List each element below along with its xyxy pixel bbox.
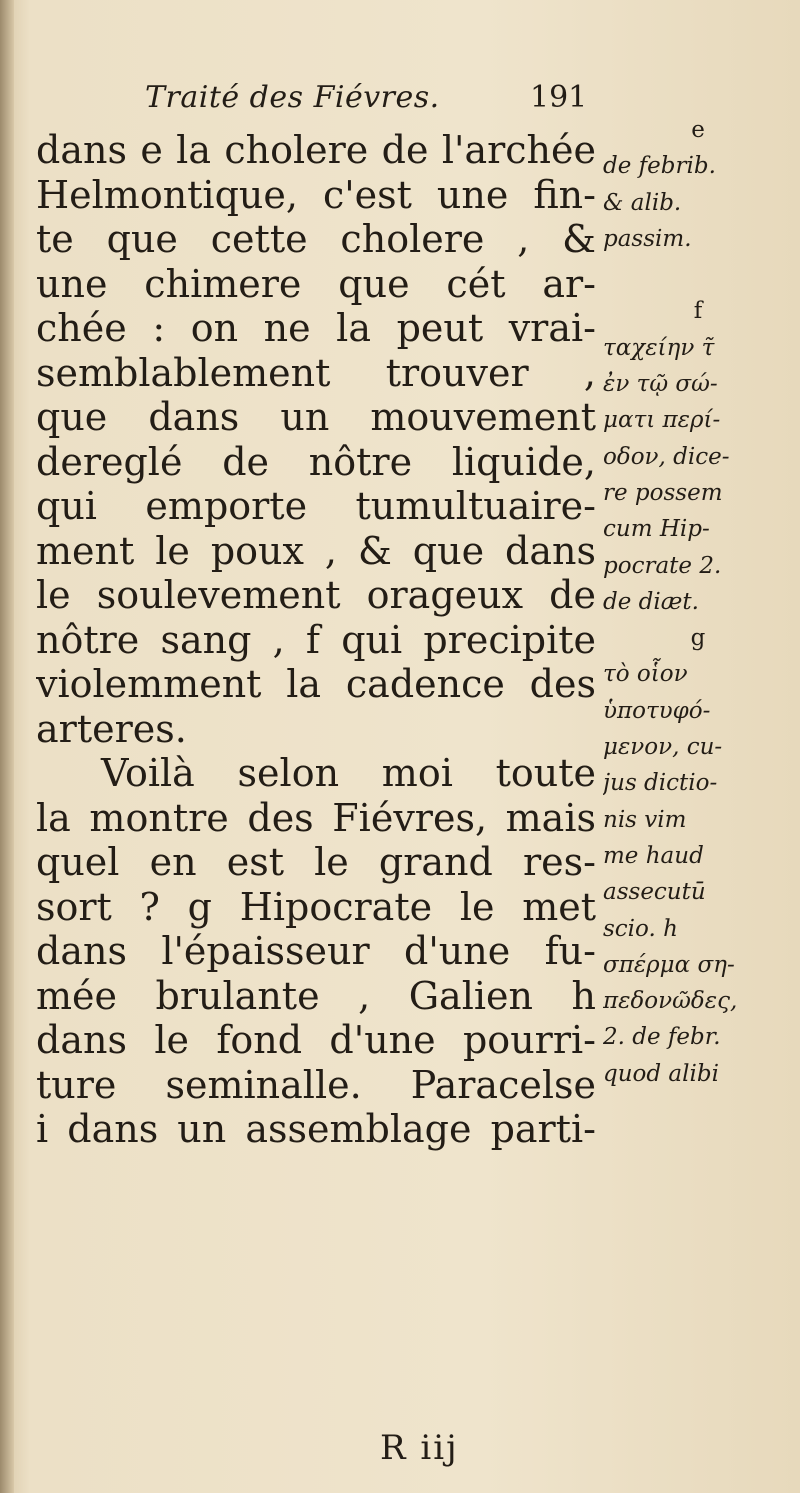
text-line: dans le fond d'une pourri- xyxy=(36,1018,596,1062)
text-line: te que cette cholere , & xyxy=(36,217,596,261)
text-line: que dans un mouvement xyxy=(36,395,596,439)
note-line: cum Hip- xyxy=(603,516,710,543)
note-line: ματι περί- xyxy=(603,407,721,434)
text-line: dans e la cholere de l'archée xyxy=(36,128,596,172)
note-line: quod alibi xyxy=(603,1060,719,1087)
note-line: 2. de febr. xyxy=(603,1024,721,1051)
note-line: σπέρμα ση- xyxy=(603,951,735,978)
note-line: ταχείην τ̃ xyxy=(603,334,715,361)
running-title: Traité des Fiévres. xyxy=(145,80,440,115)
note-line: assecutū xyxy=(603,879,706,906)
text-line: nôtre sang , f qui precipite xyxy=(36,617,596,662)
note-line: οδον, dice- xyxy=(603,443,730,470)
margin-notes xyxy=(603,112,793,1092)
note-line: scio. h xyxy=(603,915,678,942)
text-line: i dans un assemblage parti- xyxy=(36,1107,596,1151)
text-line: mée brulante , Galien h xyxy=(36,973,596,1018)
note-line: jus dictio- xyxy=(603,770,718,797)
text-line: le soulevement orageux de xyxy=(36,573,596,617)
text-line: chée : on ne la peut vrai- xyxy=(36,306,596,350)
text-line: quel en est le grand res- xyxy=(36,840,596,884)
note-line: de diæt. xyxy=(603,588,699,615)
text-line: dereglé de nôtre liquide, xyxy=(36,439,596,484)
note-line: & alib. xyxy=(603,189,682,216)
text-line: dans l'épaisseur d'une fu- xyxy=(36,929,596,973)
note-line: ἐν τῷ σώ- xyxy=(603,371,718,398)
main-text-column xyxy=(36,128,596,1152)
text-line: violemment la cadence des xyxy=(36,662,596,706)
note-line: re possem xyxy=(603,479,723,506)
note-line: ὑποτυφό- xyxy=(603,697,711,724)
note-line: nis vim xyxy=(603,806,687,833)
text-line: ment le poux , & que dans xyxy=(36,528,596,573)
signature-mark: R iij xyxy=(380,1428,459,1468)
page-number: 191 xyxy=(530,80,588,115)
note-marker: g xyxy=(690,625,706,652)
text-line-paragraph-start: Voilà selon moi toute xyxy=(101,751,596,795)
note-line: πεδονῶδες, xyxy=(603,988,738,1015)
text-line: Helmontique, c'est une fin- xyxy=(36,172,596,217)
text-line: la montre des Fiévres, mais xyxy=(36,795,596,840)
note-line: τὸ οἷον xyxy=(603,661,688,688)
text-line: semblablement trouver , xyxy=(36,350,596,395)
text-line: sort ? g Hipocrate le met xyxy=(36,884,596,929)
note-marker: e xyxy=(691,117,705,143)
note-marker: f xyxy=(693,298,703,325)
text-line: arteres. xyxy=(36,706,187,751)
note-line: de febrib. xyxy=(603,153,716,180)
text-line: ture seminalle. Paracelse xyxy=(36,1062,596,1107)
page-gutter-shadow xyxy=(0,0,14,1493)
note-line: μενον, cu- xyxy=(603,734,723,761)
note-line: pocrate 2. xyxy=(603,552,722,579)
note-spacer xyxy=(603,257,793,293)
text-line: une chimere que cét ar- xyxy=(36,261,596,306)
note-line: passim. xyxy=(603,225,692,252)
text-line: qui emporte tumultuaire- xyxy=(36,484,596,528)
note-line: me haud xyxy=(603,842,704,869)
